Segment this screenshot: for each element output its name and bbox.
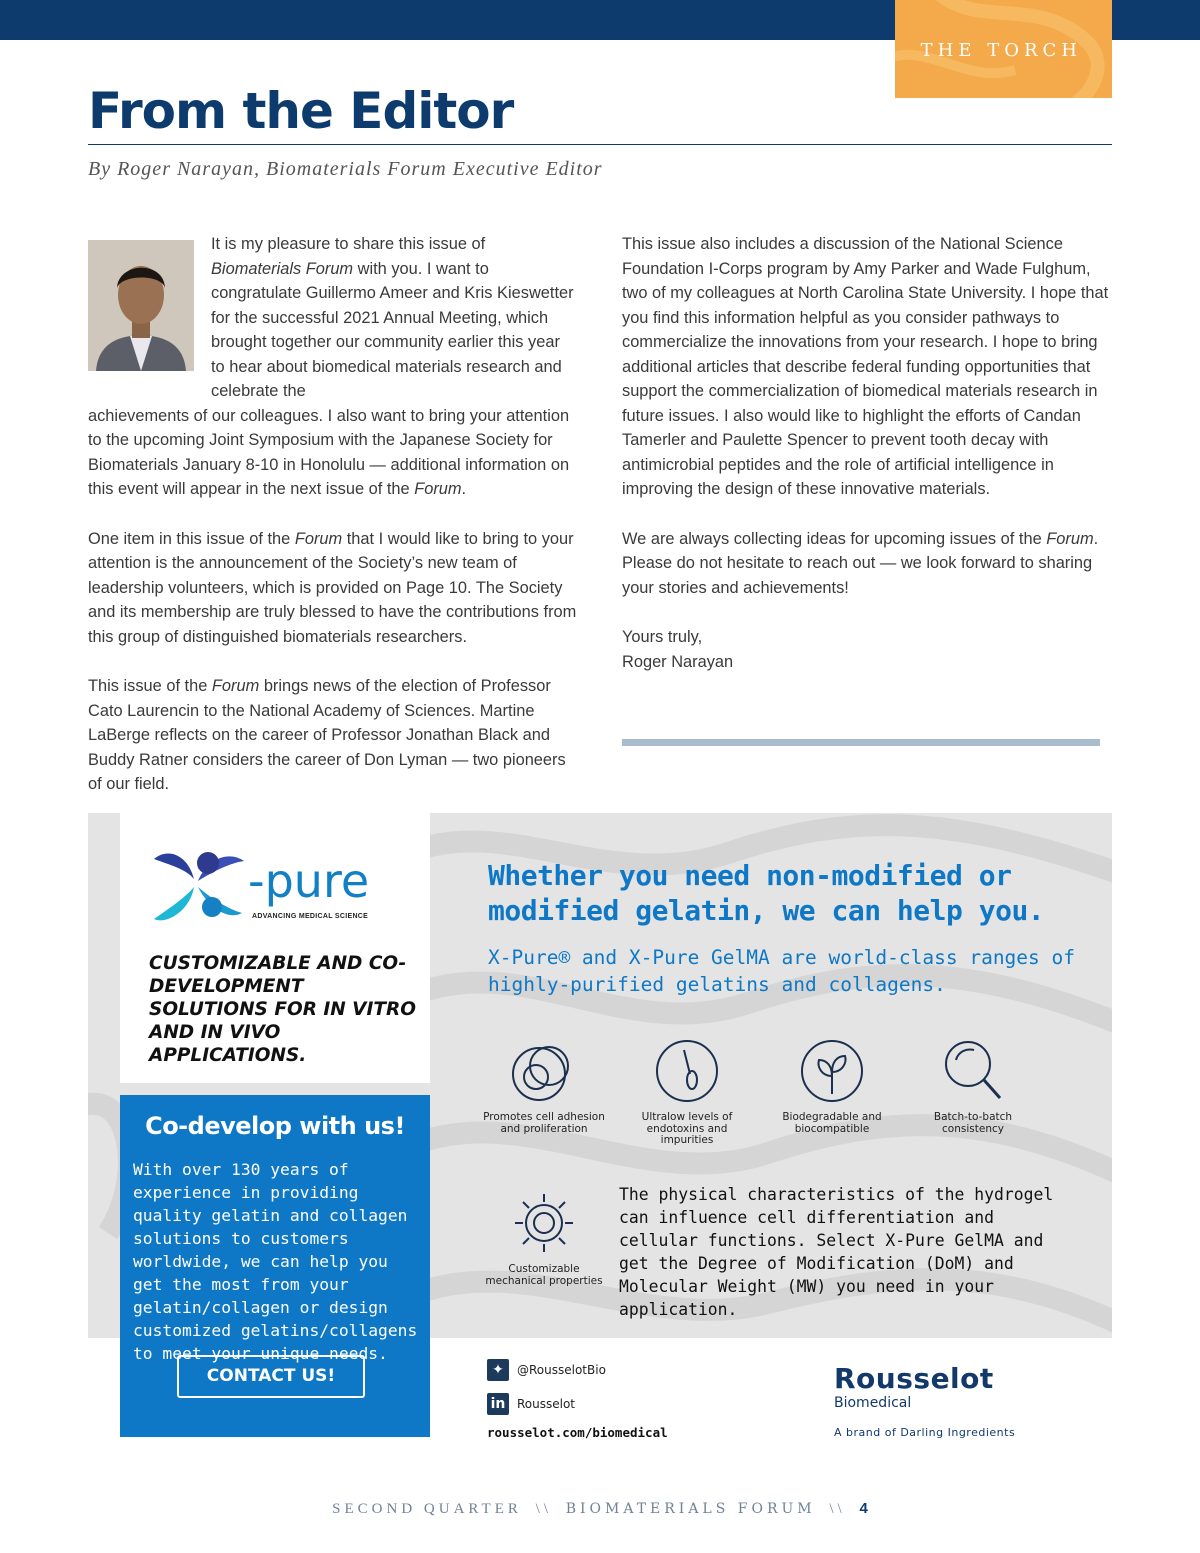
wrap-block xyxy=(88,232,578,404)
feature-label: Batch-to-batch consistency xyxy=(933,1111,1013,1135)
feature-biodegradable xyxy=(767,1036,897,1135)
rousselot-logo: Rousselot xyxy=(834,1362,994,1395)
feature-label: Ultralow levels of endotoxins and impurities xyxy=(641,1111,733,1146)
text-run: . xyxy=(461,480,467,498)
article-column-left xyxy=(88,232,578,822)
article-paragraph xyxy=(88,232,578,502)
text-run-italic: Forum xyxy=(294,529,343,548)
text-run: achievements of our colleagues. I also want to bring your attention to the upcoming Joint Symposium with the Japanese Society for Biomaterials January 8-10 in Honolulu — additional information on this event will appear in the next issue of the xyxy=(88,406,570,498)
contact-us-button[interactable]: CONTACT US! xyxy=(177,1355,365,1398)
section-tag: THE TORCH xyxy=(920,40,1082,61)
article-end-rule xyxy=(622,739,1100,746)
page-number: 4 xyxy=(859,1500,868,1517)
ad-body-text: The physical characteristics of the hydrogel can influence cell differentiation and cellular functions. Select X-Pure GelMA and get the Degree of Modification (DoM) and Molecular Weight (MW) you need in your application. xyxy=(619,1185,1054,1319)
feature-label: Biodegradable and biocompatible xyxy=(782,1111,882,1135)
ad-tagline: CUSTOMIZABLE AND CO-DEVELOPMENT SOLUTIONS FOR IN VITRO AND IN VIVO APPLICATIONS. xyxy=(149,953,416,1066)
closing: Yours truly, xyxy=(622,628,703,646)
section-tab xyxy=(895,0,1112,98)
text-run-italic: Forum xyxy=(1046,529,1094,548)
text-run-italic: Biomaterials Forum xyxy=(211,259,354,278)
feature-endotoxins xyxy=(622,1036,752,1147)
ad-headline: Whether you need non-modified or modified gelatin, we can help you. xyxy=(488,859,1045,927)
article-paragraph xyxy=(88,527,578,650)
footer-separator: \\ xyxy=(535,1501,552,1517)
feature-label: Customizable mechanical properties xyxy=(485,1263,603,1287)
text-run: One item in this issue of the xyxy=(88,529,295,548)
article-paragraph: This issue also includes a discussion of the National Science Foundation I-Corps program by Amy Parker and Wade Fulghum, two of my colleagues at North Carolina State University. I hope that you find this information helpful as you consider pathways to commercialize the innovations from your research. I hope to bring additional articles that describe federal funding opportunities that support the commercialization of biomedical materials research in future issues. I also would like to highlight the efforts of Candan Tamerler and Paulette Spencer to prevent tooth decay with antimicrobial peptides and the role of artificial intelligence in improving the design of these innovative materials. xyxy=(622,235,1109,498)
website-link[interactable]: rousselot.com/biomedical xyxy=(487,1425,668,1440)
linkedin-icon: in xyxy=(487,1393,509,1415)
twitter-handle: @RousselotBio xyxy=(517,1363,606,1377)
feature-mechanical xyxy=(479,1188,609,1287)
text-run: It is my pleasure to share this issue of xyxy=(211,235,486,253)
text-run-italic: Forum xyxy=(211,677,260,695)
rousselot-parent-brand: A brand of Darling Ingredients xyxy=(834,1426,1016,1439)
article-paragraph xyxy=(622,527,1112,601)
text-run: with you. I want to congratulate Guillermo Ameer and Kris Kieswetter for the successful 2021 Annual Meeting, which brought together our community earlier this year to hear about biomedical materials research and celebrate the xyxy=(211,259,574,400)
rousselot-subtitle: Biomedical xyxy=(834,1395,912,1411)
title-divider xyxy=(88,144,1112,145)
footer-separator: \\ xyxy=(829,1501,846,1517)
gear-icon xyxy=(509,1188,579,1258)
magnifier-icon xyxy=(938,1036,1008,1106)
text-run: . Please do not hesitate to reach out — we look forward to sharing your stories and achievements! xyxy=(622,529,1099,597)
text-run-italic: Forum xyxy=(414,480,462,498)
leaf-globe-icon xyxy=(797,1036,867,1106)
feature-consistency xyxy=(908,1036,1038,1135)
text-run: We are always collecting ideas for upcoming issues of the xyxy=(622,529,1047,548)
article-paragraph xyxy=(88,674,578,797)
feature-label: Promotes cell adhesion and proliferation xyxy=(483,1111,605,1135)
xpure-subtitle: ADVANCING MEDICAL SCIENCE xyxy=(252,913,369,920)
signature: Roger Narayan xyxy=(622,652,734,671)
text-run: This issue of the xyxy=(88,677,212,695)
footer-publication: BIOMATERIALS FORUM xyxy=(565,1501,816,1517)
byline: By Roger Narayan, Biomaterials Forum Executive Editor xyxy=(88,158,603,180)
linkedin-handle: Rousselot xyxy=(517,1397,576,1411)
gauge-icon xyxy=(652,1036,722,1106)
codevelop-title: Co-develop with us! xyxy=(145,1112,405,1140)
twitter-icon: ✦ xyxy=(487,1359,509,1381)
text-run: brings news of the election of Professor Cato Laurencin to the National Academy of Sciences. Martine LaBerge reflects on the career of Professor Jonathan Black and Buddy Ratner considers the career of Don Lyman — two pioneers of our field. xyxy=(88,677,566,793)
footer-quarter: SECOND QUARTER xyxy=(332,1501,522,1517)
xpure-logo-text: -pure xyxy=(248,854,370,908)
page-title: From the Editor xyxy=(88,82,514,140)
cells-icon xyxy=(509,1036,579,1106)
text-run: that I would like to bring to your attention is the announcement of the Society’s new team of leadership volunteers, which is provided on Page 10. The Society and its membership are truly blessed to have the contributions from this group of distinguished biomaterials researchers. xyxy=(88,529,577,646)
codevelop-text: With over 130 years of experience in providing quality gelatin and collagen solutions to customers worldwide, we can help you get the most from your gelatin/collagen or design customized gelatins/collagens to meet your unique needs. xyxy=(133,1160,418,1363)
twitter-link[interactable] xyxy=(487,1359,606,1381)
feature-cell-adhesion xyxy=(479,1036,609,1135)
linkedin-link[interactable] xyxy=(487,1393,575,1415)
ad-subheadline: X-Pure® and X-Pure GelMA are world-class ranges of highly-purified gelatins and collagens. xyxy=(488,946,1075,996)
article-column-right xyxy=(622,232,1112,699)
page-footer xyxy=(0,1500,1200,1518)
